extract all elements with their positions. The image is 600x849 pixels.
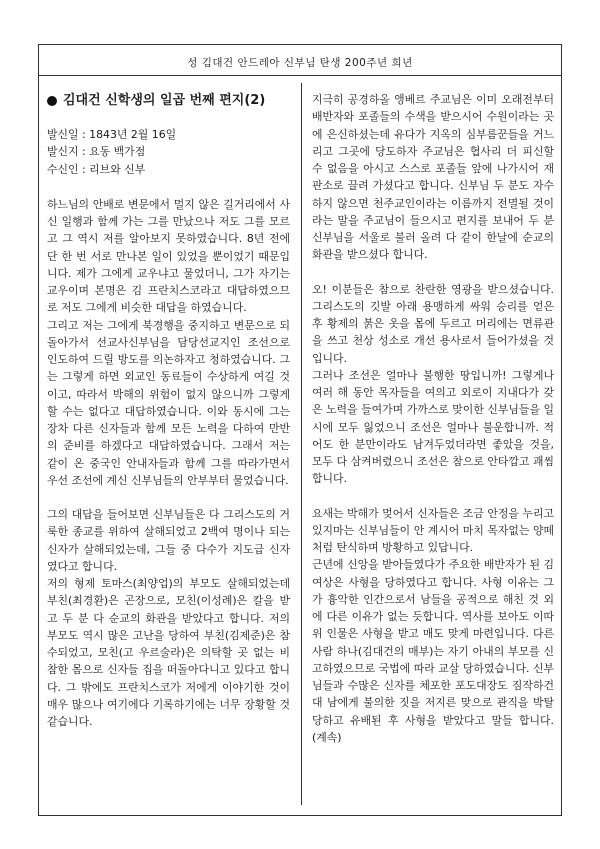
paragraph: 오! 이분들은 참으로 찬란한 영광을 받으셨습니다. 그리스도의 깃발 아래 용맹하게 싸워 승리를 얻은 후 황제의 붉은 옷을 몸에 두르고 머리에는 면류관을 쓰고 천상 성소로 개선 용사로서 들어가셨을 것입니다. (312, 282, 554, 365)
bullet-icon (47, 96, 57, 106)
letter-meta (47, 126, 290, 178)
paragraph: 지극히 공경하올 앵베르 주교님은 이미 오래전부터 배반자와 포졸들의 수색을 받으시어 수원이라는 곳에 은신하셨는데 유다가 지옥의 심부름꾼들을 거느리고 그곳에 당도하자 주교님은 협사리 더 피신할 수 없음을 아시고 스스로 포졸들 앞에 나가시어 재판소로 끌려 가셨다고 합니다. 신부님 두 분도 자수하지 않으면 천주교인이라는 이름까지 전멸될 것이라는 말을 주교님이 들으시고 편지를 보내어 두 분 신부님을 서울로 불러 올려 다 같이 한날에 순교의 화관을 받으셨다 합니다. (312, 93, 554, 262)
left-column (47, 91, 290, 730)
meta-recipient: 수신인 : 리브와 신부 (47, 162, 146, 176)
article-title-row (47, 91, 290, 111)
header-title: 성 김대건 안드레아 신부님 탄생 200주년 희년 (187, 57, 413, 69)
paragraph: 그리고 저는 그에게 북경행을 중지하고 변문으로 되돌아가서 선교사신부님을 담당선교지인 조선으로 인도하여 드릴 방도를 의논하자고 청하였습니다. 그는 그렇게 하면 외교인 동료들이 수상하게 여길 것이고, 따라서 박해의 위험이 없지 않으니까 그렇게 할 수는 없다고 대답하였습니다. 이와 동시에 그는 장차 다른 신자들과 함께 모든 노력을 다하여 만반의 준비를 하겠다고 대답하였습니다. 그래서 저는 같이 온 중국인 안내자들과 함께 그를 따라가면서 우선 조선에 계신 신부님들의 안부부터 물었습니다. (47, 318, 290, 487)
column-divider (301, 83, 302, 805)
right-column (312, 91, 554, 746)
article-title: 김대건 신학생의 일곱 번째 편지(2) (63, 93, 266, 108)
paragraph: 근년에 신앙을 받아들였다가 주요한 배반자가 된 김여상은 사형을 당하였다고 합니다. 사형 이유는 그가 흉악한 인간으로서 남들을 공적으로 해친 것 외에 다른 이유가 없는 듯합니다. 역사를 보아도 이따위 인물은 사형을 받고 매도 맞게 마련입니다. 다른 사람 하나(김대건의 매부)는 자기 아내의 부모를 신고하였으므로 국법에 따라 교살 당하였습니다. 신부님들과 수많은 신자를 체포한 포도대장도 짐작하건대 남에게 불의한 짓을 저지른 맞으로 관직을 박탈당하고 유배된 후 사형을 받았다고 말들 합니다. (계속) (312, 558, 554, 744)
paragraph: 저의 형제 토마스(최양업)의 부모도 살해되었는데 부친(최경환)은 곤장으로, 모친(이성례)은 칼을 받고 두 분 다 순교의 화관을 받았다고 합니다. 저의 부모도 역시 많은 고난을 당하여 부친(김제준)은 참수되었고, 모친(고 우르술라)은 의탁할 곳 없는 비참한 몸으로 신자들 집을 떠돌아다니고 있다고 합니다. 그 밖에도 프란치스코가 저에게 이야기한 것이 매우 많으나 여기에다 기록하기에는 너무 장황할 것 같습니다. (47, 577, 290, 728)
paragraph: 하느님의 안배로 변문에서 멀지 않은 길거리에서 사신 일행과 함께 가는 그를 만났으나 저도 그를 모르고 그 역시 저를 알아보지 못하였습니다. 8년 전에 단 한 번 서로 만나본 일이 있었을 뿐이었기 때문입니다. 제가 그에게 교우냐고 물었더니, 그가 자기는 교우이며 본명은 김 프란치스코라고 대답하였으므로 저도 그에게 비슷한 대답을 하였습니다. (47, 197, 290, 315)
meta-origin: 발신지 : 요동 백가점 (47, 145, 146, 159)
meta-date: 발신일 : 1843년 2월 16일 (47, 128, 177, 141)
page-frame (38, 44, 562, 816)
paragraph: 요새는 박해가 멎어서 신자들은 조금 안정을 누리고 있지마는 신부님들이 안 계시어 마치 목자없는 양떼처럼 탄식하며 방황하고 있답니다. (312, 506, 554, 554)
paragraph: 그의 대답을 들어보면 신부님들은 다 그리스도의 거룩한 종교를 위하여 살해되었고 2백여 명이나 되는 신자가 살해되었는데, 그들 중 다수가 지도급 신자였다고 합니다. (47, 508, 290, 573)
paragraph: 그러나 조선은 얼마나 불행한 땅입니까! 그렇게나 여러 해 동안 목자들을 여의고 외로이 지내다가 갖은 노력을 들여가며 가까스로 맞이한 신부님들을 일시에 모두 잃었으니 조선은 얼마나 불운합니까. 적어도 한 분만이라도 남겨두었더라면 좋았을 것을, 모두 다 삼켜버렸으니 조선은 참으로 안타깝고 괘씸합니다. (312, 368, 554, 486)
header-divider (39, 75, 561, 76)
